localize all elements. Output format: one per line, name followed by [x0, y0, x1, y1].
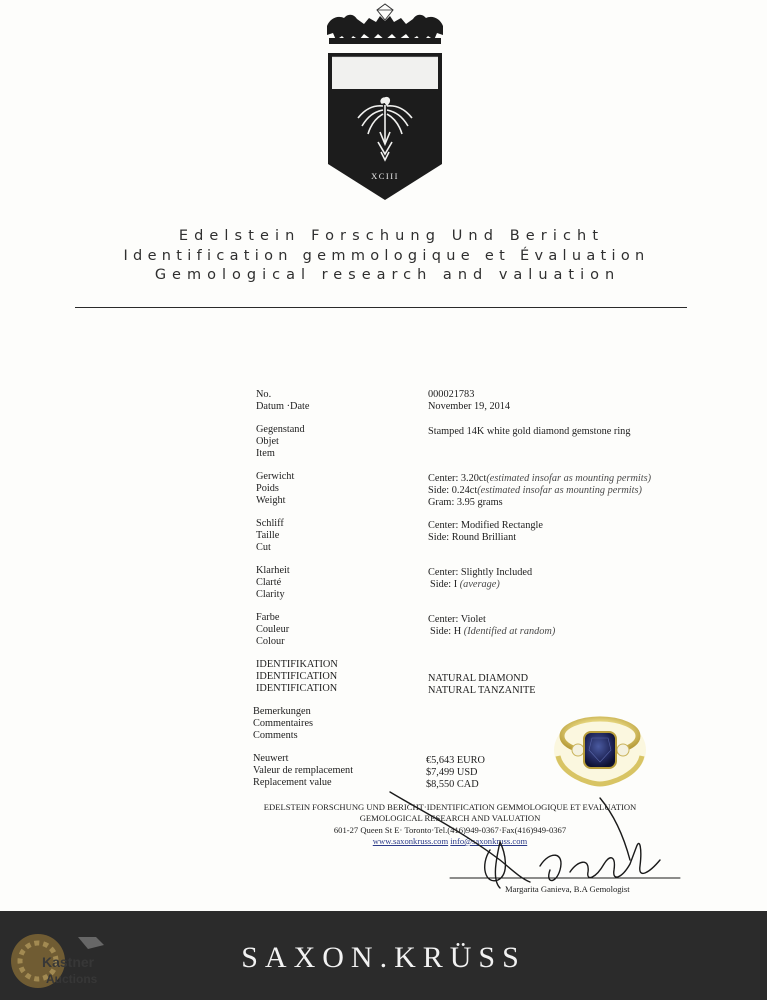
label-value: Neuwert Valeur de remplacement Replacement value	[253, 753, 354, 788]
ring-photo	[548, 706, 652, 790]
label-no: No.	[256, 389, 272, 400]
header-line-french: Identification gemmologique et Évaluation	[123, 248, 650, 264]
griffins-crown-icon	[327, 15, 443, 44]
footer-line-3: 601-27 Queen St E· Toronto·Tel.(416)949-0367·Fax(416)949-0367	[333, 824, 567, 835]
label-item: Gegenstand Objet Item	[256, 424, 305, 459]
value-weight: Center: 3.20ct(estimated insofar as mounting permits) Side: 0.24ct(estimated insofar as mounting permits) Gram: 3.95 grams	[428, 473, 652, 508]
label-clarity: Klarheit Clarté Clarity	[256, 565, 290, 600]
email-link[interactable]: info@saxonkruss.com	[450, 835, 528, 846]
label-cut: Schliff Taille Cut	[256, 518, 284, 553]
value-date: November 19, 2014	[428, 401, 511, 412]
label-identification: IDENTIFIKATION IDENTIFICATION IDENTIFICATION	[256, 659, 338, 694]
value-replacement: €5,643 EURO $7,499 USD $8,550 CAD	[426, 755, 485, 790]
header-line-english: Gemological research and valuation	[154, 267, 621, 283]
value-identification: NATURAL DIAMOND NATURAL TANZANITE	[428, 673, 536, 696]
footer-line-2: GEMOLOGICAL RESEARCH AND VALUATION	[359, 813, 541, 824]
brand-name: SAXON.KRÜSS	[241, 941, 526, 974]
value-clarity: Center: Slightly Included Side: I (average)	[428, 567, 533, 590]
website-link[interactable]: www.saxonkruss.com	[372, 835, 449, 846]
watermark-line-1: Kastner	[42, 954, 95, 970]
label-datum: Datum ·Date	[256, 401, 310, 412]
value-cut: Center: Modified Rectangle Side: Round Brilliant	[428, 520, 543, 543]
crest-logo	[324, 2, 446, 202]
value-no: 000021783	[428, 389, 475, 400]
crest-numeral: XCIII	[371, 171, 399, 181]
watermark-logo	[8, 925, 114, 995]
gemologist-name: Margarita Ganieva, B.A Gemologist	[505, 884, 630, 894]
header-line-german: Edelstein Forschung Und Bericht	[178, 228, 605, 244]
label-colour: Farbe Couleur Colour	[256, 612, 290, 647]
header-divider	[75, 307, 687, 308]
value-item: Stamped 14K white gold diamond gemstone ring	[428, 426, 631, 437]
label-comments: Bemerkungen Commentaires Comments	[253, 706, 314, 741]
watermark-line-2: Auctions	[46, 972, 98, 986]
value-colour: Center: Violet Side: H (Identified at random)	[428, 614, 556, 637]
footer-line-1: EDELSTEIN FORSCHUNG UND BERICHT·IDENTIFICATION GEMMOLOGIQUE ET EVALUATION	[263, 802, 637, 812]
label-weight: Gerwicht Poids Weight	[256, 471, 295, 506]
